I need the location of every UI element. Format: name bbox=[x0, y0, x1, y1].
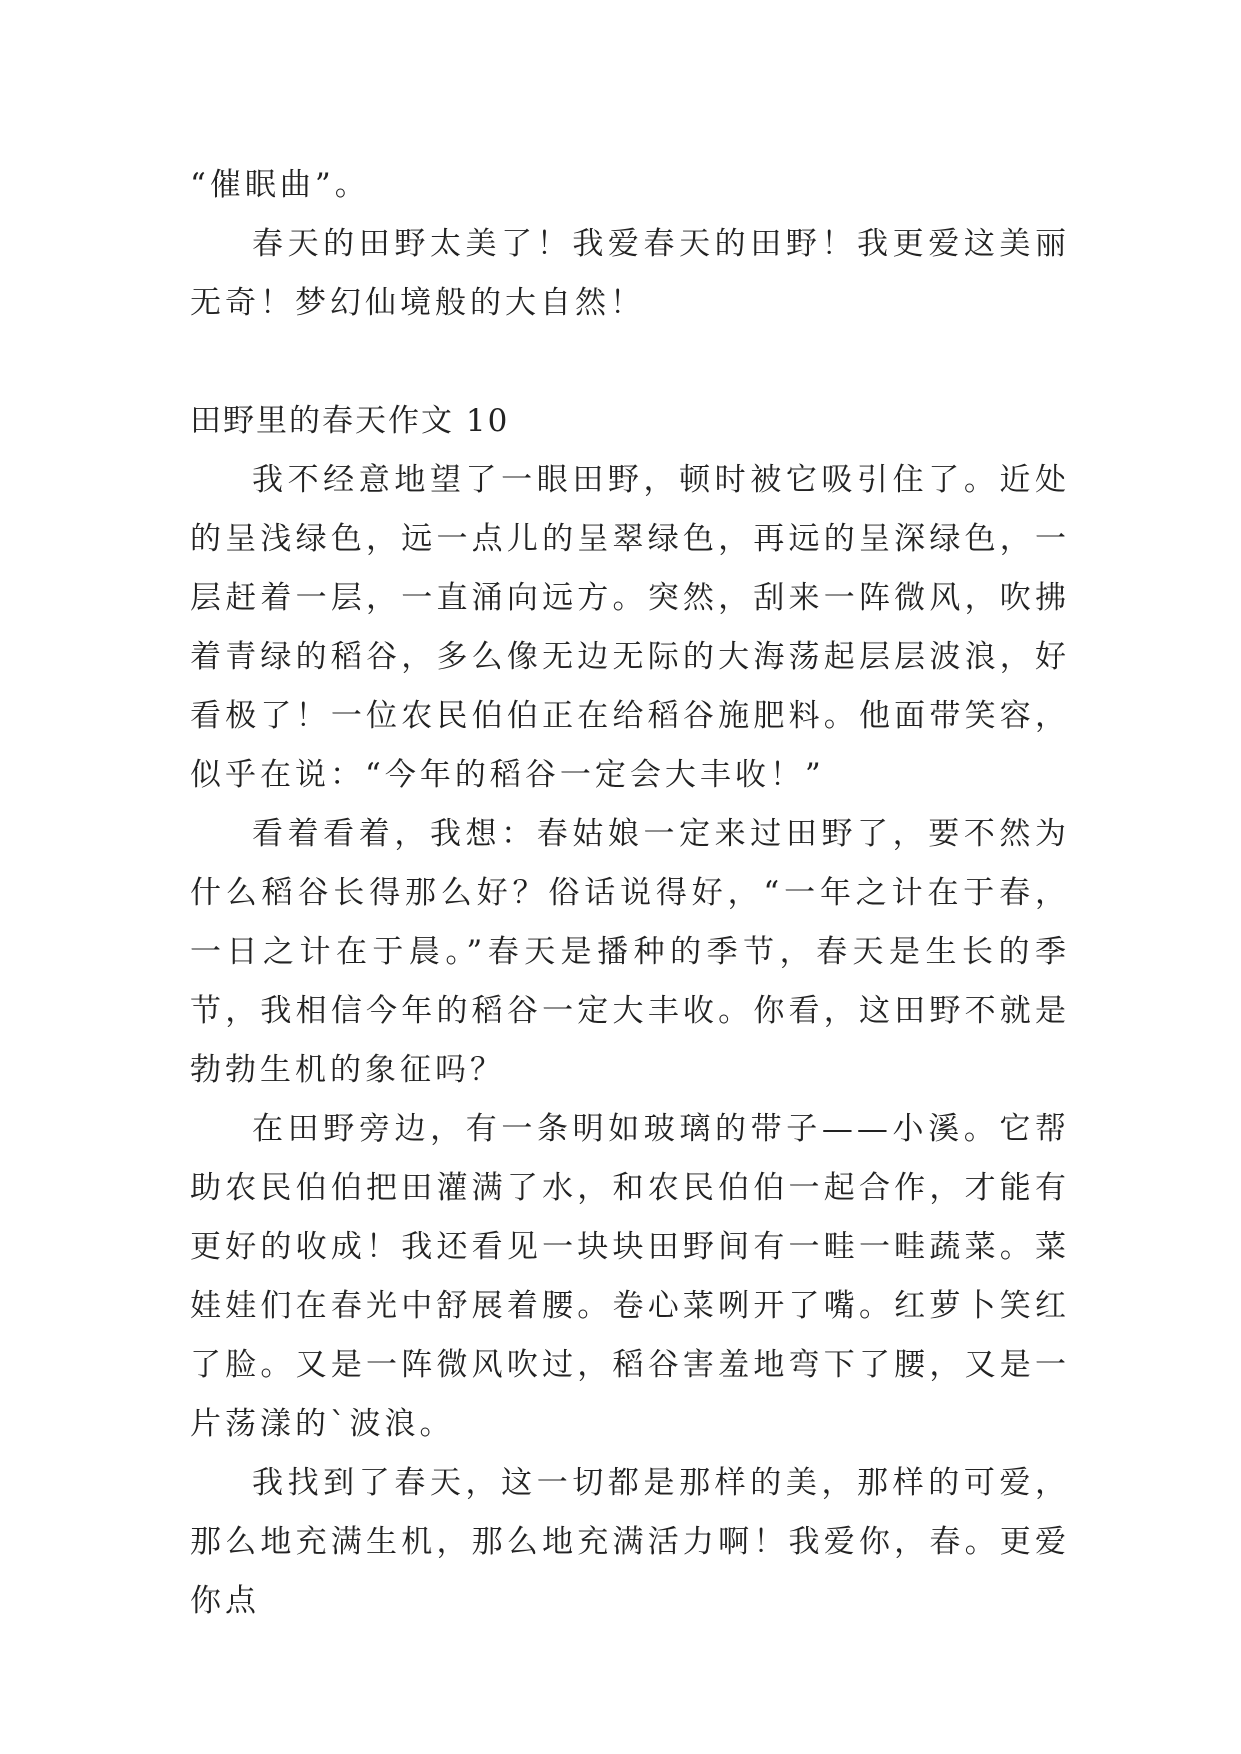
paragraph-4: 我找到了春天，这一切都是那样的美，那样的可爱，那么地充满生机，那么地充满活力啊！我爱你，春。更爱你点 bbox=[190, 1465, 1070, 1619]
continuation-text: “催眠曲”。 bbox=[190, 167, 370, 203]
closing-paragraph: 春天的田野太美了！我爱春天的田野！我更爱这美丽无奇！梦幻仙境般的大自然！ bbox=[190, 226, 1070, 321]
paragraph-2: 看着看着，我想：春姑娘一定来过田野了，要不然为什么稻谷长得那么好？俗话说得好，“一年之计在于春，一日之计在于晨。”春天是播种的季节，春天是生长的季节，我相信今年的稻谷一定大丰收。你看，这田野不就是勃勃生机的象征吗？ bbox=[190, 816, 1070, 1088]
paragraph-3: 在田野旁边，有一条明如玻璃的带子——小溪。它帮助农民伯伯把田灌满了水，和农民伯伯一起合作，才能有更好的收成！我还看见一块块田野间有一畦一畦蔬菜。菜娃娃们在春光中舒展着腰。卷心菜咧开了嘴。红萝卜笑红了脸。又是一阵微风吹过，稻谷害羞地弯下了腰，又是一片荡漾的`波浪。 bbox=[190, 1111, 1070, 1442]
paragraph-1: 我不经意地望了一眼田野，顿时被它吸引住了。近处的呈浅绿色，远一点儿的呈翠绿色，再远的呈深绿色，一层赶着一层，一直涌向远方。突然，刮来一阵微风，吹拂着青绿的稻谷，多么像无边无际的大海荡起层层波浪，好看极了！一位农民伯伯正在给稻谷施肥料。他面带笑容，似乎在说：“今年的稻谷一定会大丰收！” bbox=[190, 462, 1070, 793]
section-heading: 田野里的春天作文 10 bbox=[190, 403, 510, 439]
section-spacer bbox=[190, 333, 1070, 392]
document-body bbox=[190, 156, 1070, 1631]
